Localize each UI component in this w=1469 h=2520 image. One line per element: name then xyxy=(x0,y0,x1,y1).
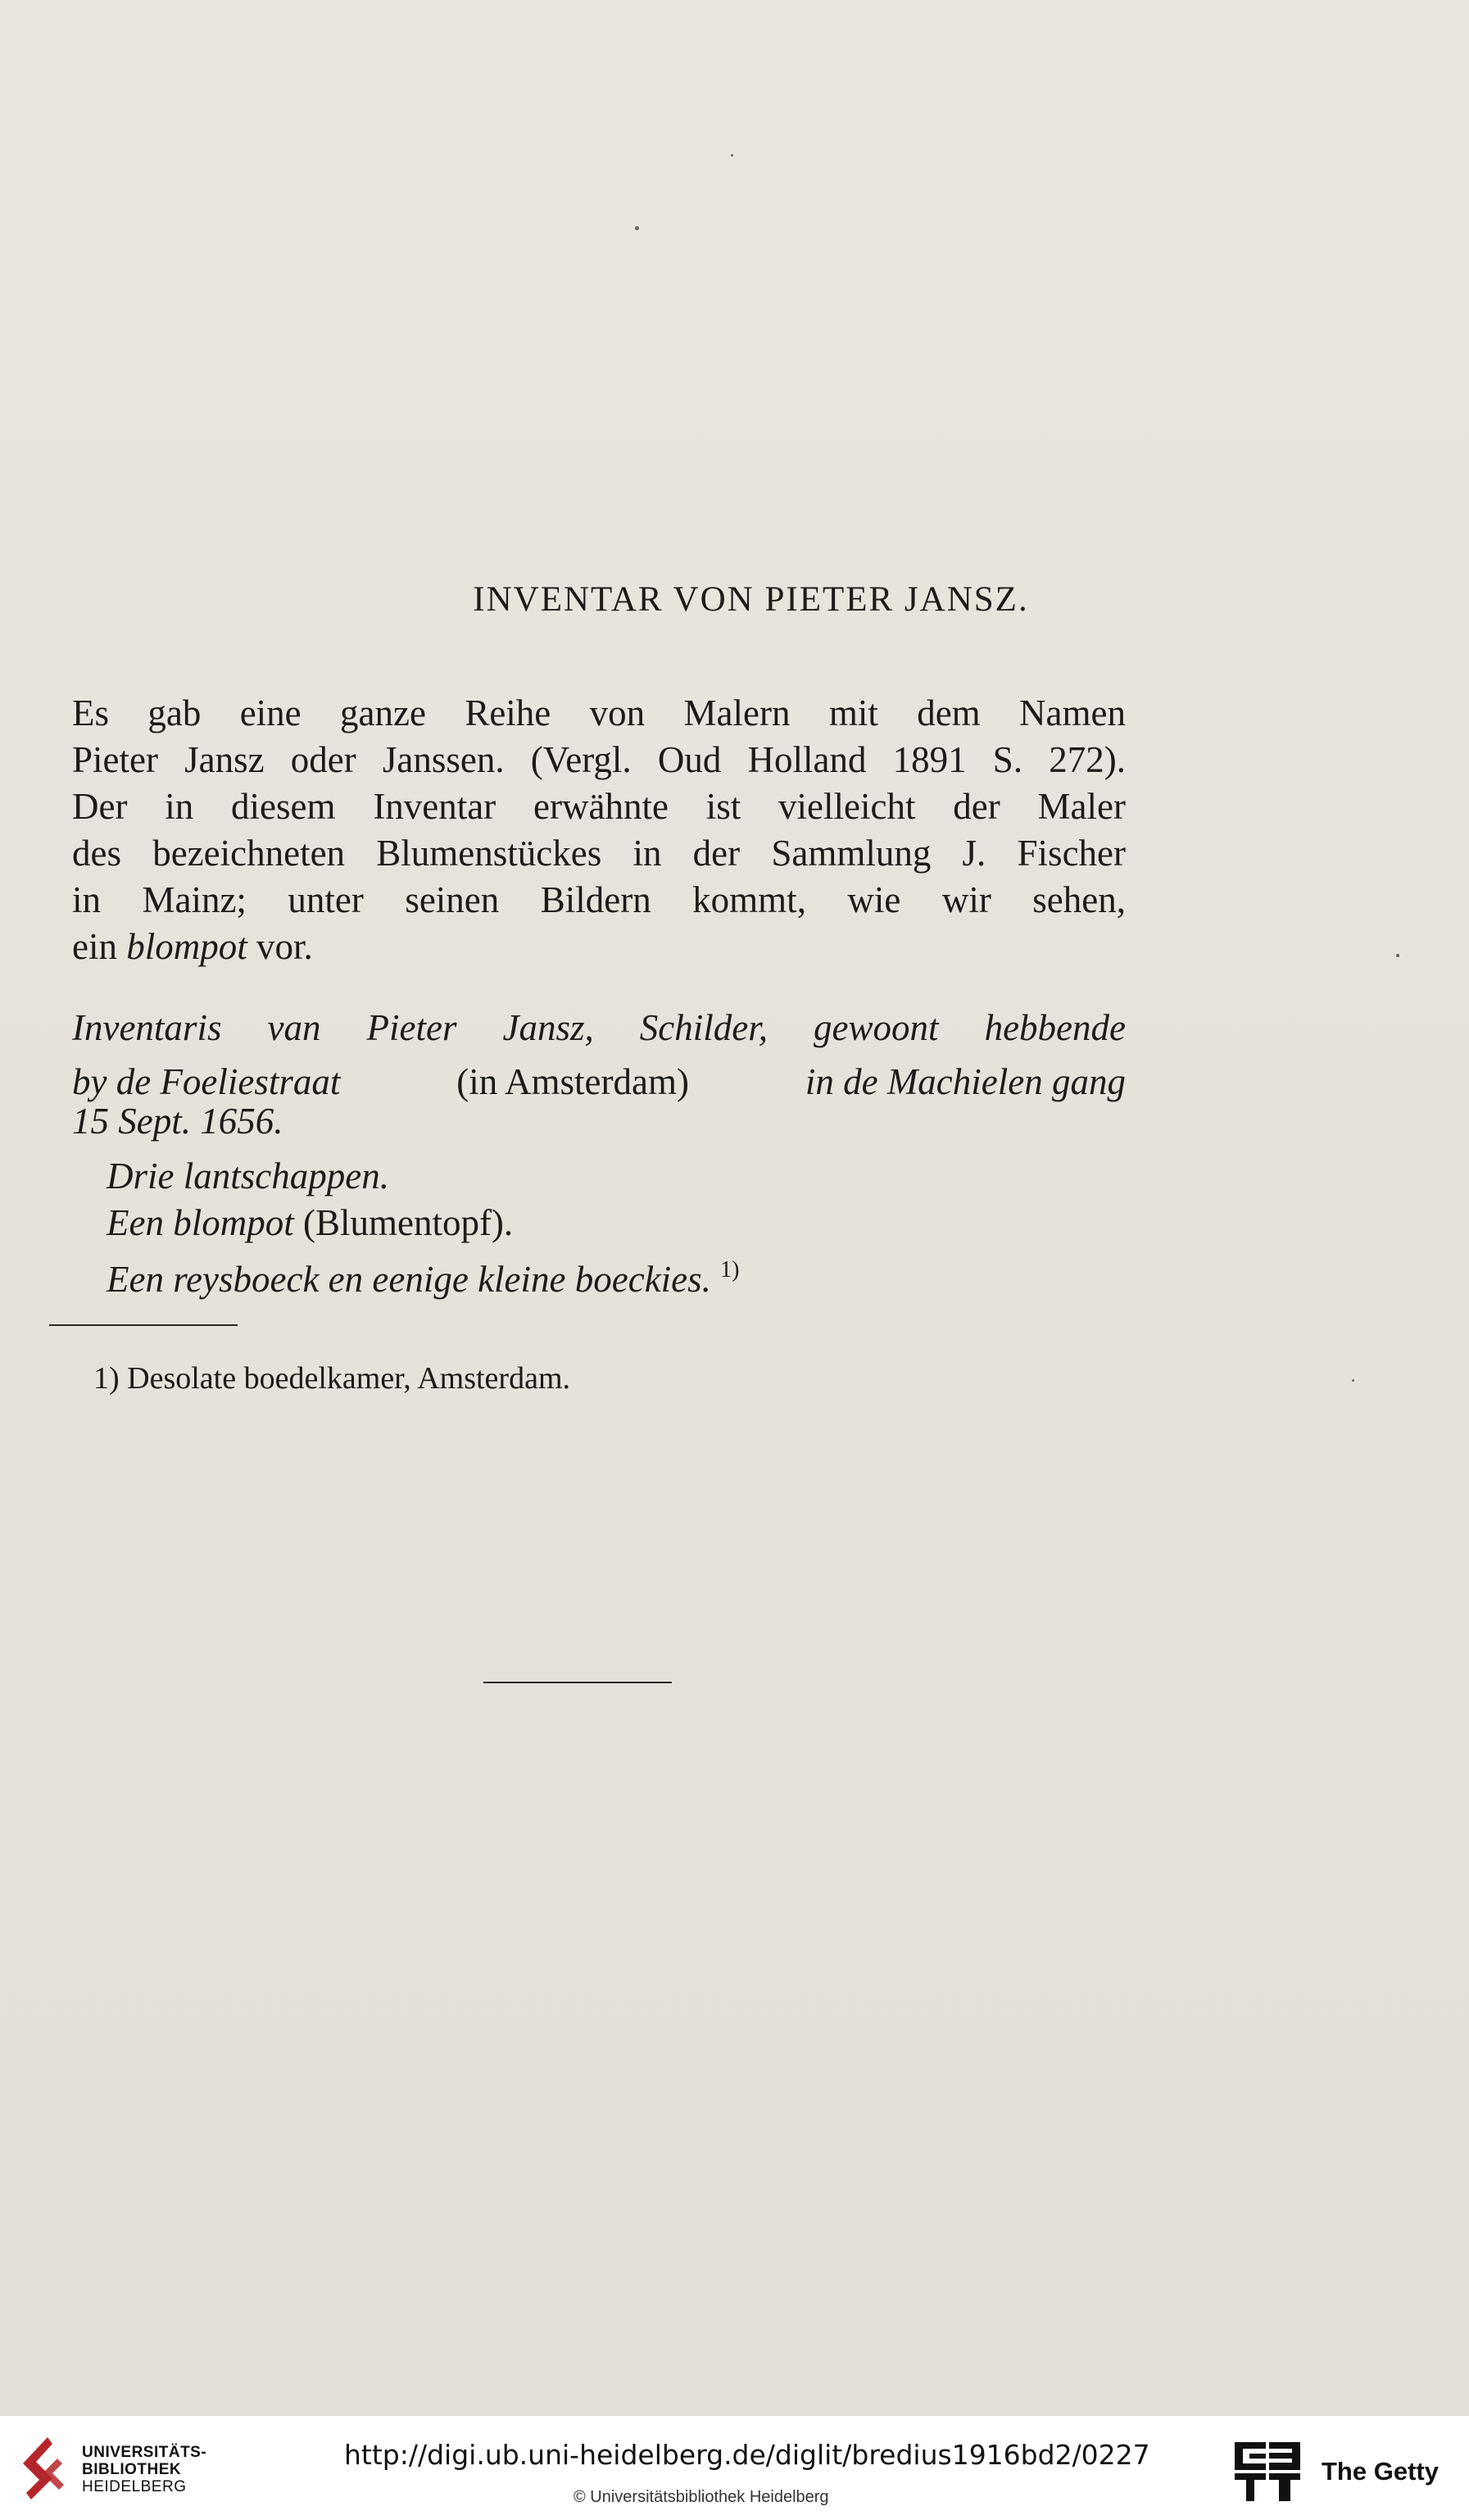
intro-line-6-before: ein xyxy=(72,926,127,967)
inventory-item-3 xyxy=(107,1247,1160,1302)
footnote-reference: 1) xyxy=(720,1257,740,1283)
library-name-line-3: HEIDELBERG xyxy=(82,2478,187,2495)
end-rule xyxy=(483,1682,672,1683)
inventory-item-2-plain: (Blumentopf). xyxy=(293,1202,514,1243)
footer-bar xyxy=(0,2416,1469,2520)
inventory-heading-line-1: Inventaris van Pieter Jansz, Schilder, gewoont hebbende xyxy=(72,1007,1126,1048)
intro-line-5: in Mainz; unter seinen Bildern kommt, wie wir sehen, xyxy=(72,879,1126,920)
copyright-notice: © Universitätsbibliothek Heidelberg xyxy=(574,2488,829,2506)
footnote-rule xyxy=(49,1324,238,1326)
library-name xyxy=(82,2444,206,2495)
intro-line-6-italic: blompot xyxy=(126,926,247,967)
intro-line-6 xyxy=(72,924,1126,969)
library-name-line-2: BIBLIOTHEK xyxy=(82,2461,182,2478)
footnote: 1) Desolate boedelkamer, Amsterdam. xyxy=(93,1361,571,1396)
inventory-heading-line-2-b: (in Amsterdam) xyxy=(456,1061,689,1102)
intro-line-6-after: vor. xyxy=(247,926,313,967)
university-library-logo-icon[interactable] xyxy=(15,2434,70,2504)
page-title: INVENTAR VON PIETER JANSZ. xyxy=(473,580,1029,619)
inventory-heading-line-2-a: by de Foeliestraat xyxy=(72,1061,341,1102)
paper-speck xyxy=(635,226,639,230)
intro-line-2: Pieter Jansz oder Janssen. (Vergl. Oud Holland 1891 S. 272). xyxy=(72,739,1126,780)
paper-speck xyxy=(1352,1379,1354,1382)
intro-line-4: des bezeichneten Blumenstückes in der Sammlung J. Fischer xyxy=(72,833,1126,874)
inventory-item-3-text: Een reysboeck en eenige kleine boeckies. xyxy=(107,1259,711,1300)
getty-label: The Getty xyxy=(1322,2457,1439,2486)
paper-speck xyxy=(731,154,733,157)
intro-line-1: Es gab eine ganze Reihe von Malern mit dem Namen xyxy=(72,692,1126,733)
inventory-item-2-italic: Een blompot xyxy=(107,1202,294,1243)
library-name-line-1: UNIVERSITÄTS- xyxy=(82,2444,207,2461)
paper-speck xyxy=(1396,954,1399,957)
getty-logo-icon[interactable] xyxy=(1233,2441,1302,2503)
inventory-heading-line-2-c: in de Machielen gang xyxy=(805,1061,1126,1102)
inventory-date: 15 Sept. 1656. xyxy=(72,1101,283,1142)
inventory-item-1: Drie lantschappen. xyxy=(107,1156,389,1196)
inventory-item-2 xyxy=(107,1200,1160,1246)
intro-line-3: Der in diesem Inventar erwähnte ist vielleicht der Maler xyxy=(72,786,1126,827)
permalink-url[interactable]: http://digi.ub.uni-heidelberg.de/diglit/bredius1916bd2/0227 xyxy=(344,2439,1150,2471)
